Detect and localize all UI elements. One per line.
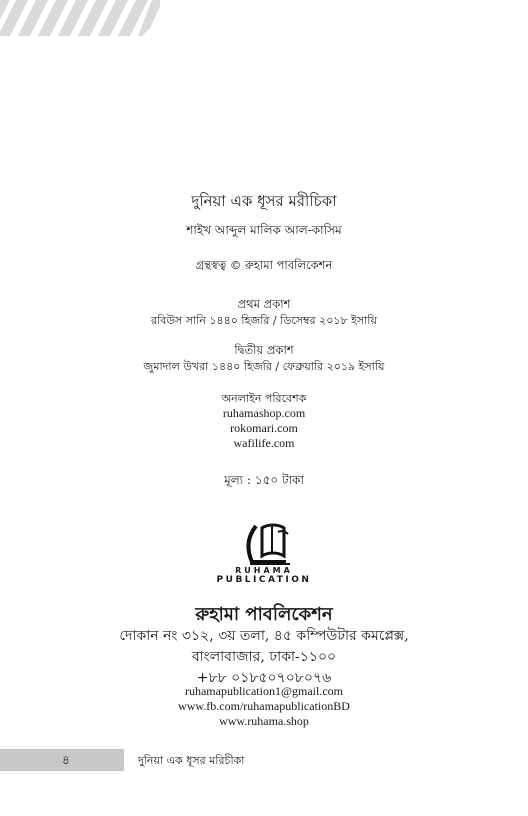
publisher-facebook: www.fb.com/ruhamapublicationBD bbox=[178, 699, 350, 713]
distributor-site: wafilife.com bbox=[233, 436, 295, 450]
distributor-site: ruhamashop.com bbox=[222, 406, 306, 420]
first-edition-date: রবিউস সানি ১৪৪০ হিজরি / ডিসেম্বর ২০১৮ ইসায়ি bbox=[151, 314, 377, 327]
price-label: মূল্য : ১৫০ টাকা bbox=[224, 473, 304, 487]
first-edition-label: প্রথম প্রকাশ bbox=[237, 297, 291, 311]
second-edition-label: দ্বিতীয় প্রকাশ bbox=[234, 343, 294, 357]
publisher-phone: +৮৮ ০১৮৫০৭০৮০৭৬ bbox=[196, 670, 332, 686]
second-edition-date: জুমাদাল উখরা ১৪৪০ হিজরি / ফেব্রুয়ারি ২০১৯ ইসায়ি bbox=[143, 360, 385, 373]
logo-text-ruhama: RUHAMA bbox=[235, 566, 293, 575]
author-name: শাইখ আব্দুল মালিক আল-কাসিম bbox=[186, 223, 342, 237]
logo-text-publication: PUBLICATION bbox=[216, 575, 312, 585]
book-title: দুনিয়া এক ধূসর মরীচিকা bbox=[191, 192, 337, 210]
online-distributor-label: অনলাইন পরিবেশক bbox=[221, 392, 307, 405]
publisher-name: রুহামা পাবলিকেশন bbox=[195, 604, 333, 625]
copyright-line: গ্রন্থস্বত্ব © রুহামা পাবলিকেশন bbox=[195, 258, 333, 272]
decorative-stripes bbox=[0, 0, 160, 36]
publisher-address-line1: দোকান নং ৩১২, ৩য় তলা, ৪৫ কম্পিউটার কমপ্লেক্স, bbox=[119, 628, 409, 644]
running-title: দুনিয়া এক ধূসর মরিচীকা bbox=[138, 754, 245, 767]
distributor-site: rokomari.com bbox=[230, 421, 298, 435]
publisher-email: ruhamapublication1@gmail.com bbox=[184, 684, 343, 698]
publisher-website: www.ruhama.shop bbox=[219, 714, 309, 728]
publisher-address-line2: বাংলাবাজার, ঢাকা-১১০০ bbox=[191, 649, 337, 665]
page-number: ৪ bbox=[62, 753, 70, 767]
